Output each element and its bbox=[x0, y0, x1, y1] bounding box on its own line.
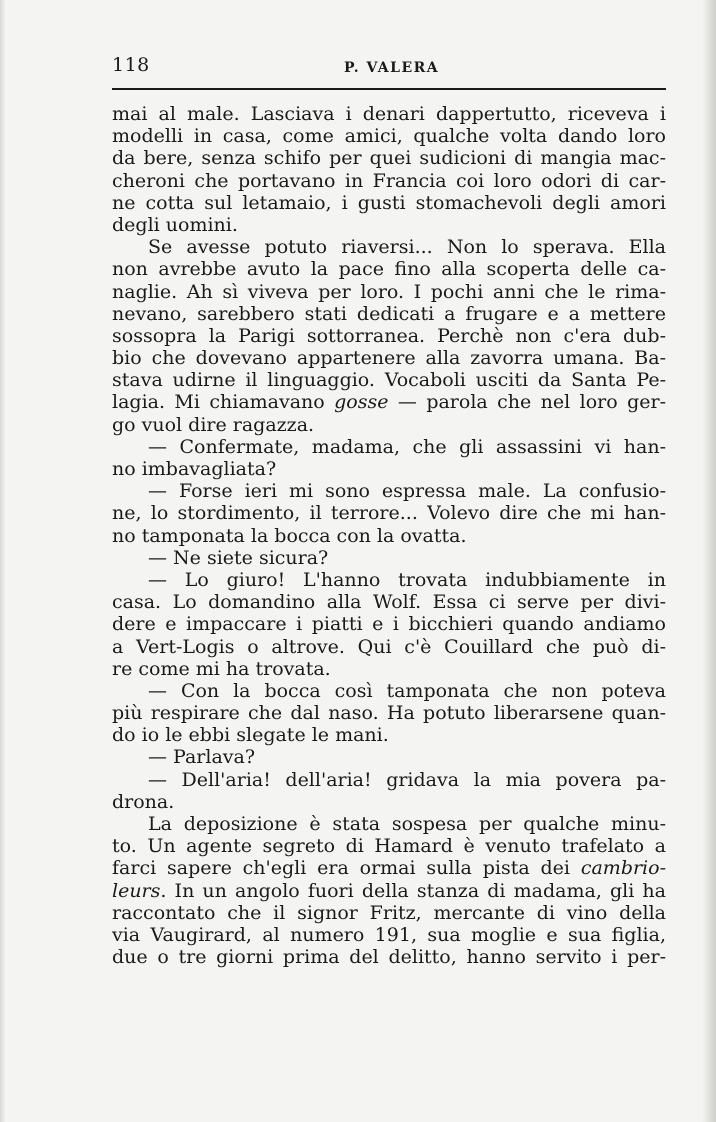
text-line: a Vert-Logis o altrove. Qui c'è Couillard che può di- bbox=[112, 635, 666, 658]
text-line: — Confermate, madama, che gli assassini vi han- bbox=[148, 435, 666, 458]
text-line: mai al male. Lasciava i denari dappertutto, riceveva i bbox=[112, 103, 666, 125]
text-line: — Lo giuro! L'hanno trovata indubbiamente in bbox=[148, 568, 666, 591]
text-line: ne, lo stordimento, il terrore... Volevo dire che mi han- bbox=[112, 502, 666, 525]
text-line: to. Un agente segreto di Hamard è venuto trafelato a bbox=[112, 835, 666, 858]
text-line: naglie. Ah sì viveva per loro. I pochi anni che le rima- bbox=[112, 280, 666, 303]
body-text bbox=[112, 103, 666, 968]
text-line: Se avesse potuto riaversi... Non lo sperava. Ella bbox=[148, 236, 666, 259]
text-line: bio che dovevano appartenere alla zavorra umana. Ba- bbox=[112, 347, 666, 370]
text-line: due o tre giorni prima del delitto, hanno servito i per- bbox=[112, 946, 666, 969]
text-line: casa. Lo domandino alla Wolf. Essa ci serve per divi- bbox=[112, 591, 666, 614]
running-head: P. VALERA bbox=[344, 60, 440, 76]
page-edge-left bbox=[0, 0, 6, 1122]
text-line: farci sapere ch'egli era ormai sulla pista dei cambrio- bbox=[112, 857, 666, 880]
text-line: nevano, sarebbero stati dedicati a frugare e a mettere bbox=[112, 302, 666, 325]
text-line: sossopra la Parigi sottorranea. Perchè non c'era dub- bbox=[112, 324, 666, 347]
text-line: go vuol dire ragazza. bbox=[112, 413, 315, 436]
text-line: — Dell'aria! dell'aria! gridava la mia povera pa- bbox=[148, 768, 666, 791]
page-edge-right bbox=[702, 0, 716, 1122]
text-line: modelli in casa, come amici, qualche volta dando loro bbox=[112, 125, 666, 148]
text-line: — Forse ieri mi sono espressa male. La confusio- bbox=[148, 480, 666, 503]
text-line: re come mi ha trovata. bbox=[112, 657, 331, 680]
text-line: lagia. Mi chiamavano gosse — parola che nel loro ger- bbox=[112, 391, 666, 414]
header-rule bbox=[112, 88, 666, 90]
text-line: ne cotta sul letamaio, i gusti stomachevoli degli amori bbox=[112, 191, 666, 214]
text-line: do io le ebbi slegate le mani. bbox=[112, 724, 389, 747]
text-line: degli uomini. bbox=[112, 213, 238, 236]
text-line: no tamponata la bocca con la ovatta. bbox=[112, 524, 467, 547]
text-line: La deposizione è stata sospesa per qualche minu- bbox=[148, 813, 666, 835]
text-line: dere e impaccare i piatti e i bicchieri quando andiamo bbox=[112, 613, 666, 636]
text-line: leurs. In un angolo fuori della stanza di madama, gli ha bbox=[112, 879, 666, 902]
text-line: — Con la bocca così tamponata che non poteva bbox=[148, 679, 666, 702]
page-number: 118 bbox=[112, 54, 150, 76]
text-line: — Parlava? bbox=[148, 746, 256, 769]
text-line: drona. bbox=[112, 790, 175, 813]
text-line: via Vaugirard, al numero 191, sua moglie e sua figlia, bbox=[112, 923, 666, 946]
text-line: cheroni che portavano in Francia coi loro odori di car- bbox=[112, 169, 666, 192]
text-line: da bere, senza schifo per quei sudicioni di mangia mac- bbox=[112, 147, 666, 170]
text-line: raccontato che il signor Fritz, mercante di vino della bbox=[112, 901, 666, 924]
page-header bbox=[112, 52, 666, 86]
text-line: no imbavagliata? bbox=[112, 458, 277, 480]
text-line: non avrebbe avuto la pace fino alla scoperta delle ca- bbox=[112, 258, 666, 281]
text-line: più respirare che dal naso. Ha potuto liberarsene quan- bbox=[112, 702, 666, 725]
text-line: — Ne siete sicura? bbox=[148, 546, 329, 569]
text-line: stava udirne il linguaggio. Vocaboli usciti da Santa Pe- bbox=[112, 369, 666, 392]
